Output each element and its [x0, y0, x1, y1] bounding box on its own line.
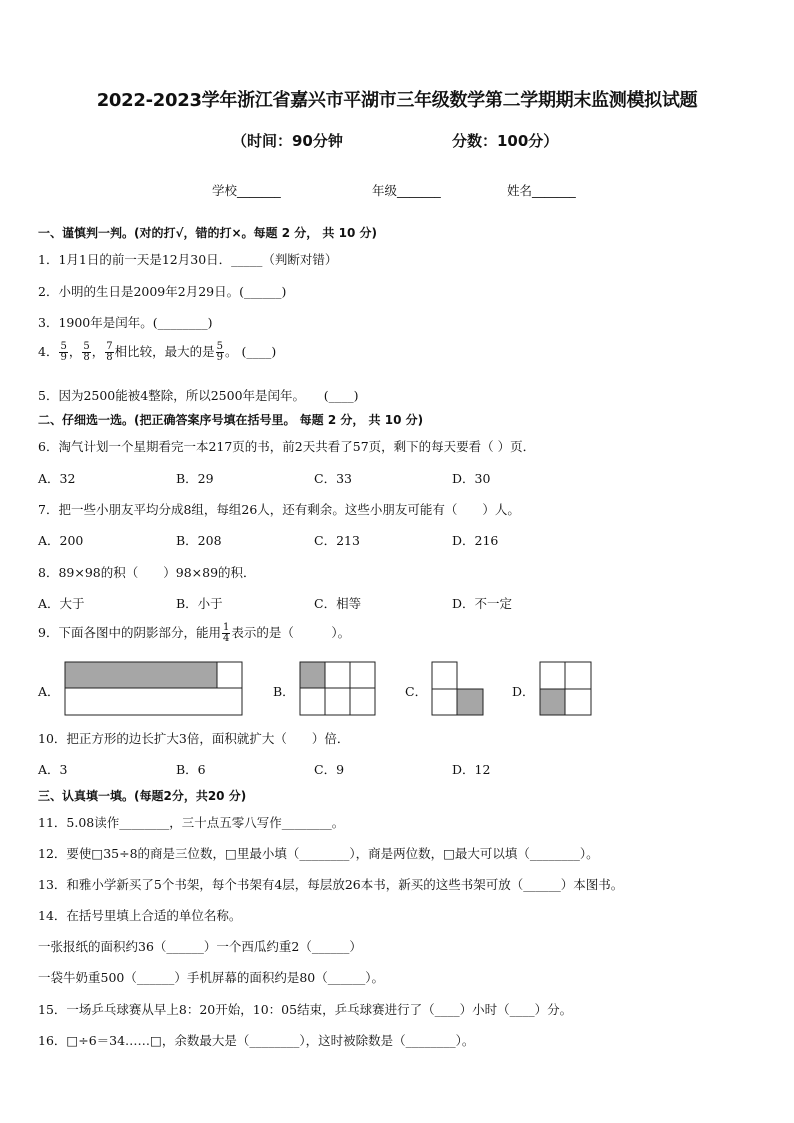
shaded-region: [65, 662, 217, 688]
numerator: 7: [106, 341, 113, 352]
shaded-region: [457, 689, 483, 715]
shaded-region: [300, 662, 325, 688]
q7-option-d: D．216: [452, 533, 499, 548]
figure-a: [64, 661, 244, 717]
section-2-heading: 二、仔细选一选。(把正确答案序号填在括号里。 每题 2 分， 共 10 分): [38, 413, 424, 427]
question-4: [38, 342, 276, 363]
q6-option-b: B．29: [176, 471, 214, 486]
q6-option-c: C．33: [314, 471, 352, 486]
question-13: 13．和雅小学新买了5个书架，每个书架有4层，每层放26本书，新买的这些书架可放（______）本图书。: [38, 877, 624, 892]
numerator: 5: [216, 341, 223, 352]
fraction-1-4: [222, 623, 230, 644]
question-8: 8．89×98的积（ ）98×89的积．: [38, 565, 256, 580]
numerator: 5: [83, 341, 90, 352]
numerator: 5: [60, 341, 67, 352]
fraction-7-8: [105, 342, 113, 363]
q9-option-c: C．: [405, 684, 428, 699]
q8-option-c: C．相等: [314, 596, 362, 611]
q7-option-a: A．200: [38, 533, 84, 548]
shaded-region: [540, 689, 565, 715]
numerator: 1: [222, 622, 230, 633]
q9-suffix: 表示的是（ ）。: [231, 625, 351, 640]
time-label: （时间：90分钟: [232, 132, 343, 150]
fraction-5-9: [59, 342, 67, 363]
question-12: 12．要使□35÷8的商是三位数，□里最小填（________），商是两位数，□最大可以填（________）。: [38, 846, 599, 861]
question-2: 2．小明的生日是2009年2月29日。(______): [38, 284, 287, 299]
q7-option-c: C．213: [314, 533, 360, 548]
q4-prefix: 4．: [38, 344, 59, 359]
exam-title: 2022-2023学年浙江省嘉兴市平湖市三年级数学第二学期期末监测模拟试题: [96, 90, 698, 111]
q10-option-c: C．9: [314, 762, 345, 777]
question-14-part-2: 一袋牛奶重500（______）手机屏幕的面积约是80（______）。: [38, 970, 385, 985]
section-1-heading: 一、谨慎判一判。(对的打√，错的打×。每题 2 分， 共 10 分): [38, 226, 377, 240]
q9-option-d: D．: [512, 684, 535, 699]
q10-option-a: A．3: [38, 762, 68, 777]
q8-option-a: A．大于: [38, 596, 85, 611]
question-9: [38, 623, 350, 644]
question-14: 14．在括号里填上合适的单位名称。: [38, 908, 242, 923]
question-15: 15．一场乒乓球赛从早上8：20开始，10：05结束，乒乓球赛进行了（____）小时（____）分。: [38, 1002, 573, 1017]
separator: ，: [68, 344, 82, 359]
question-16: 16．□÷6＝34……□，余数最大是（________），这时被除数是（________）。: [38, 1033, 475, 1048]
grade-field: 年级_______: [372, 183, 441, 198]
separator: ，: [91, 344, 105, 359]
question-10: 10．把正方形的边长扩大3倍，面积就扩大（ ）倍．: [38, 731, 350, 746]
figure-b: [299, 661, 377, 717]
denominator: 8: [106, 352, 113, 363]
q4-suffix: 。 (____): [225, 344, 277, 359]
question-5: 5．因为2500能被4整除，所以2500年是闰年。 (____): [38, 388, 359, 403]
section-3-heading: 三、认真填一填。(每题2分，共20 分): [38, 789, 247, 803]
question-3: 3．1900年是闰年。(________): [38, 315, 213, 330]
score-label: 分数：100分）: [452, 132, 559, 150]
q9-prefix: 9．下面各图中的阴影部分，能用: [38, 625, 221, 640]
fraction-5-8: [82, 342, 90, 363]
question-11: 11．5.08读作________，三十点五零八写作________。: [38, 815, 345, 830]
fraction-5-9-answer: [216, 342, 224, 363]
question-14-part-1: 一张报纸的面积约36（______）一个西瓜约重2（______）: [38, 939, 362, 954]
question-1: 1．1月1日的前一天是12月30日．_____（判断对错）: [38, 252, 338, 267]
question-7: 7．把一些小朋友平均分成8组，每组26人，还有剩余。这些小朋友可能有（ ）人。: [38, 502, 520, 517]
q8-option-b: B．小于: [176, 596, 223, 611]
q9-option-b: B．: [273, 684, 295, 699]
q10-option-d: D．12: [452, 762, 491, 777]
q9-option-a: A．: [38, 684, 60, 699]
question-6: 6．淘气计划一个星期看完一本217页的书，前2天共看了57页，剩下的每天要看（ ）页．: [38, 439, 536, 454]
q6-option-a: A．32: [38, 471, 76, 486]
name-field: 姓名_______: [507, 183, 576, 198]
denominator: 4: [222, 633, 230, 644]
q7-option-b: B．208: [176, 533, 222, 548]
school-field: 学校_______: [212, 183, 281, 198]
q4-middle-text: 相比较，最大的是: [114, 344, 215, 359]
q8-option-d: D．不一定: [452, 596, 513, 611]
denominator: 9: [60, 352, 67, 363]
figure-c: [431, 661, 485, 717]
figure-d: [539, 661, 593, 717]
q6-option-d: D．30: [452, 471, 491, 486]
denominator: 9: [216, 352, 223, 363]
q10-option-b: B．6: [176, 762, 206, 777]
denominator: 8: [83, 352, 90, 363]
